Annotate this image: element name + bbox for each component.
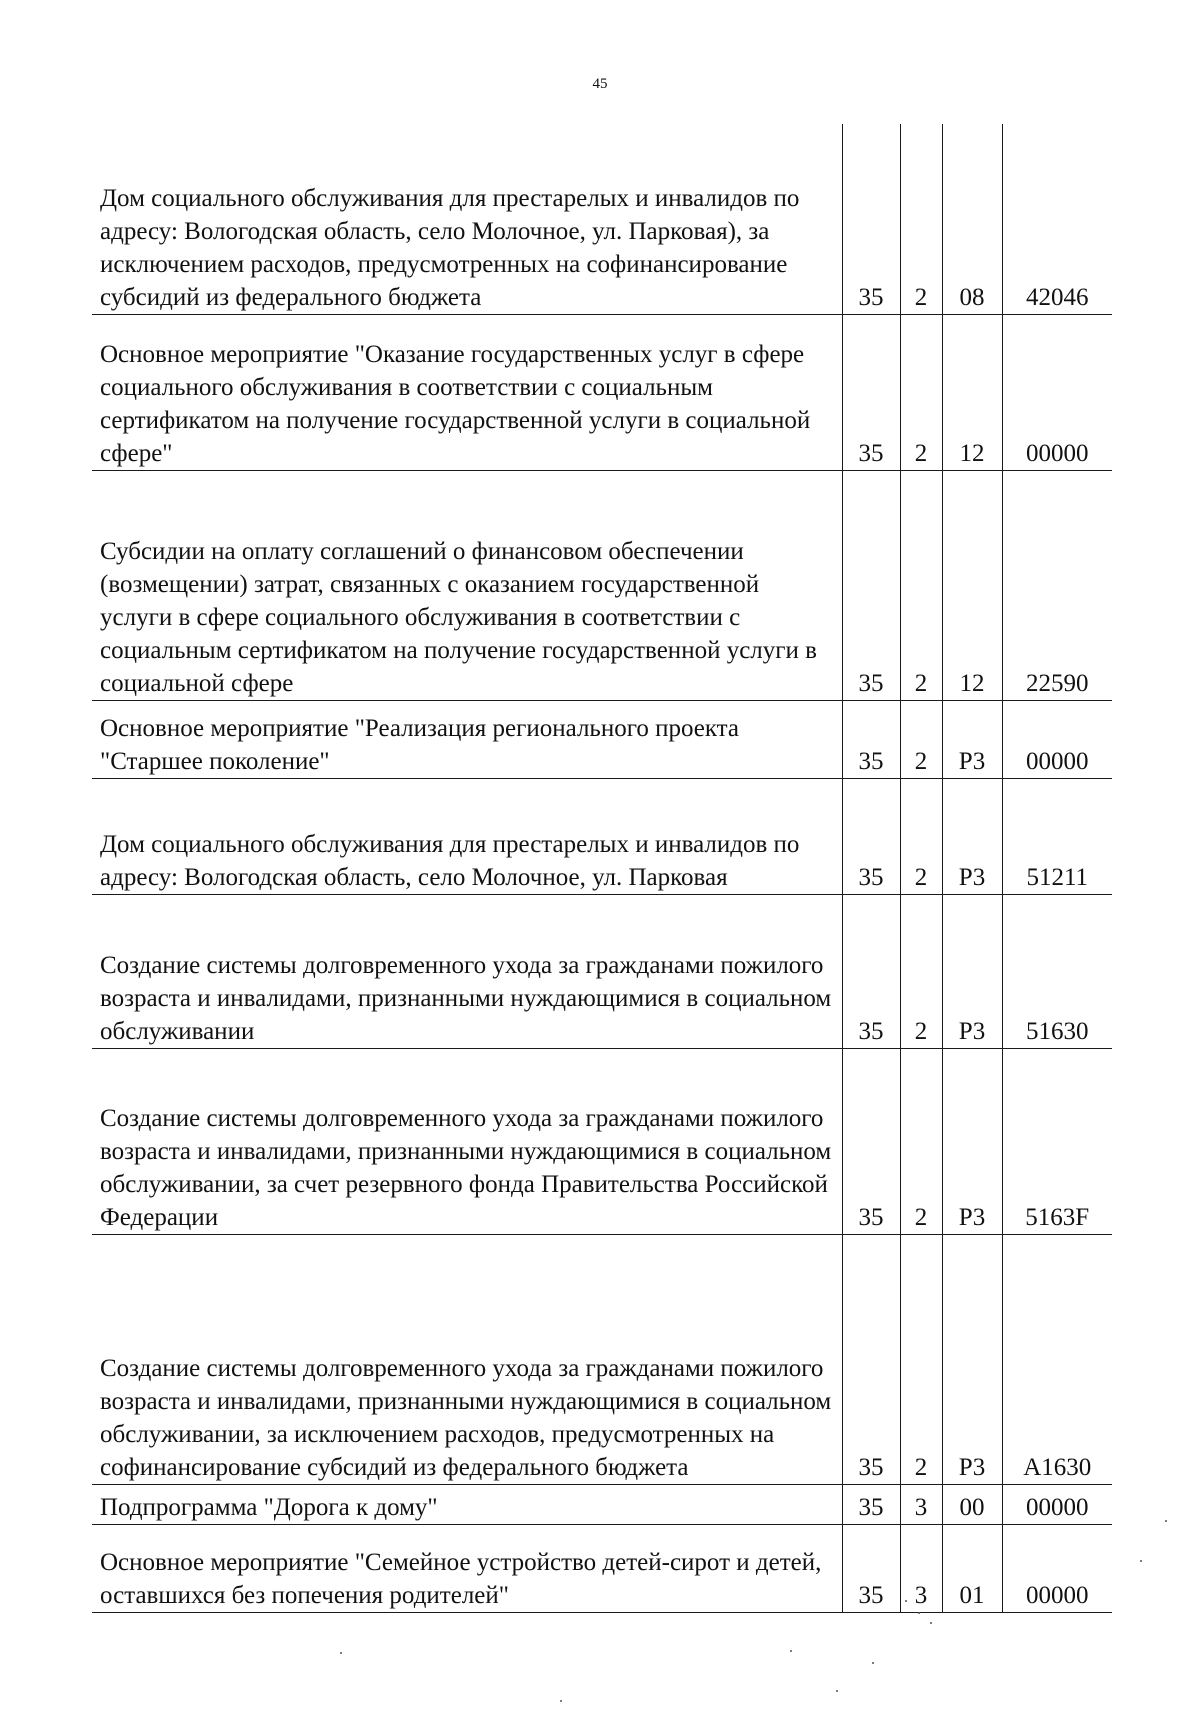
activity-code: 12 — [942, 314, 1002, 470]
direction-code: 00000 — [1002, 314, 1112, 470]
table-row — [92, 1484, 1112, 1524]
activity-code: P3 — [942, 1234, 1002, 1484]
row-description: Дом социального обслуживания для престарелых и инвалидов по адресу: Вологодская область, село Молочное, ул. Парковая — [92, 778, 842, 894]
program-code: 35 — [842, 1524, 900, 1612]
subprogram-code: 2 — [900, 314, 942, 470]
table-row — [92, 314, 1112, 470]
row-description: Подпрограмма "Дорога к дому" — [92, 1484, 842, 1524]
direction-code: 42046 — [1002, 124, 1112, 314]
direction-code: 51630 — [1002, 894, 1112, 1048]
activity-code: 01 — [942, 1524, 1002, 1612]
direction-code: 22590 — [1002, 470, 1112, 700]
activity-code: P3 — [942, 700, 1002, 778]
table-row — [92, 1234, 1112, 1484]
table-row — [92, 470, 1112, 700]
row-description: Создание системы долговременного ухода за гражданами пожилого возраста и инвалидами, признанными нуждающимися в социальном обслуживании — [92, 894, 842, 1048]
budget-table-container — [92, 124, 1112, 1613]
direction-code: 00000 — [1002, 1524, 1112, 1612]
row-description: Создание системы долговременного ухода за гражданами пожилого возраста и инвалидами, признанными нуждающимися в социальном обслуживании, за исключением расходов, предусмотренных на софинансирование субсидий из федерального бюджета — [92, 1234, 842, 1484]
program-code: 35 — [842, 1484, 900, 1524]
activity-code: P3 — [942, 1048, 1002, 1234]
direction-code: 51211 — [1002, 778, 1112, 894]
program-code: 35 — [842, 314, 900, 470]
activity-code: P3 — [942, 778, 1002, 894]
direction-code: A1630 — [1002, 1234, 1112, 1484]
subprogram-code: 3 — [900, 1484, 942, 1524]
table-row — [92, 124, 1112, 314]
subprogram-code: 2 — [900, 778, 942, 894]
direction-code: 00000 — [1002, 700, 1112, 778]
row-description: Основное мероприятие "Реализация регионального проекта "Старшее поколение" — [92, 700, 842, 778]
activity-code: P3 — [942, 894, 1002, 1048]
direction-code: 00000 — [1002, 1484, 1112, 1524]
table-row — [92, 894, 1112, 1048]
direction-code: 5163F — [1002, 1048, 1112, 1234]
row-description: Основное мероприятие "Семейное устройство детей-сирот и детей, оставшихся без попечения родителей" — [92, 1524, 842, 1612]
program-code: 35 — [842, 894, 900, 1048]
activity-code: 08 — [942, 124, 1002, 314]
table-row — [92, 1524, 1112, 1612]
subprogram-code: 3 — [900, 1524, 942, 1612]
activity-code: 00 — [942, 1484, 1002, 1524]
program-code: 35 — [842, 778, 900, 894]
subprogram-code: 2 — [900, 470, 942, 700]
table-row — [92, 778, 1112, 894]
activity-code: 12 — [942, 470, 1002, 700]
row-description: Создание системы долговременного ухода за гражданами пожилого возраста и инвалидами, признанными нуждающимися в социальном обслуживании, за счет резервного фонда Правительства Российской Федерации — [92, 1048, 842, 1234]
row-description: Основное мероприятие "Оказание государственных услуг в сфере социального обслуживания в соответствии с социальным сертификатом на получение государственной услуги в социальной сфере" — [92, 314, 842, 470]
subprogram-code: 2 — [900, 700, 942, 778]
program-code: 35 — [842, 124, 900, 314]
program-code: 35 — [842, 1048, 900, 1234]
program-code: 35 — [842, 700, 900, 778]
page-number: 45 — [592, 76, 608, 92]
table-row — [92, 700, 1112, 778]
subprogram-code: 2 — [900, 894, 942, 1048]
subprogram-code: 2 — [900, 1234, 942, 1484]
row-description: Субсидии на оплату соглашений о финансовом обеспечении (возмещении) затрат, связанных с оказанием государственной услуги в сфере социального обслуживания в соответствии с социальным сертификатом на получение государственной услуги в социальной сфере — [92, 470, 842, 700]
subprogram-code: 2 — [900, 124, 942, 314]
table-row — [92, 1048, 1112, 1234]
budget-classification-table — [92, 124, 1112, 1613]
subprogram-code: 2 — [900, 1048, 942, 1234]
program-code: 35 — [842, 1234, 900, 1484]
program-code: 35 — [842, 470, 900, 700]
row-description: Дом социального обслуживания для престарелых и инвалидов по адресу: Вологодская область, село Молочное, ул. Парковая), за исключением расходов, предусмотренных на софинансирование субсидий из федерального бюджета — [92, 124, 842, 314]
